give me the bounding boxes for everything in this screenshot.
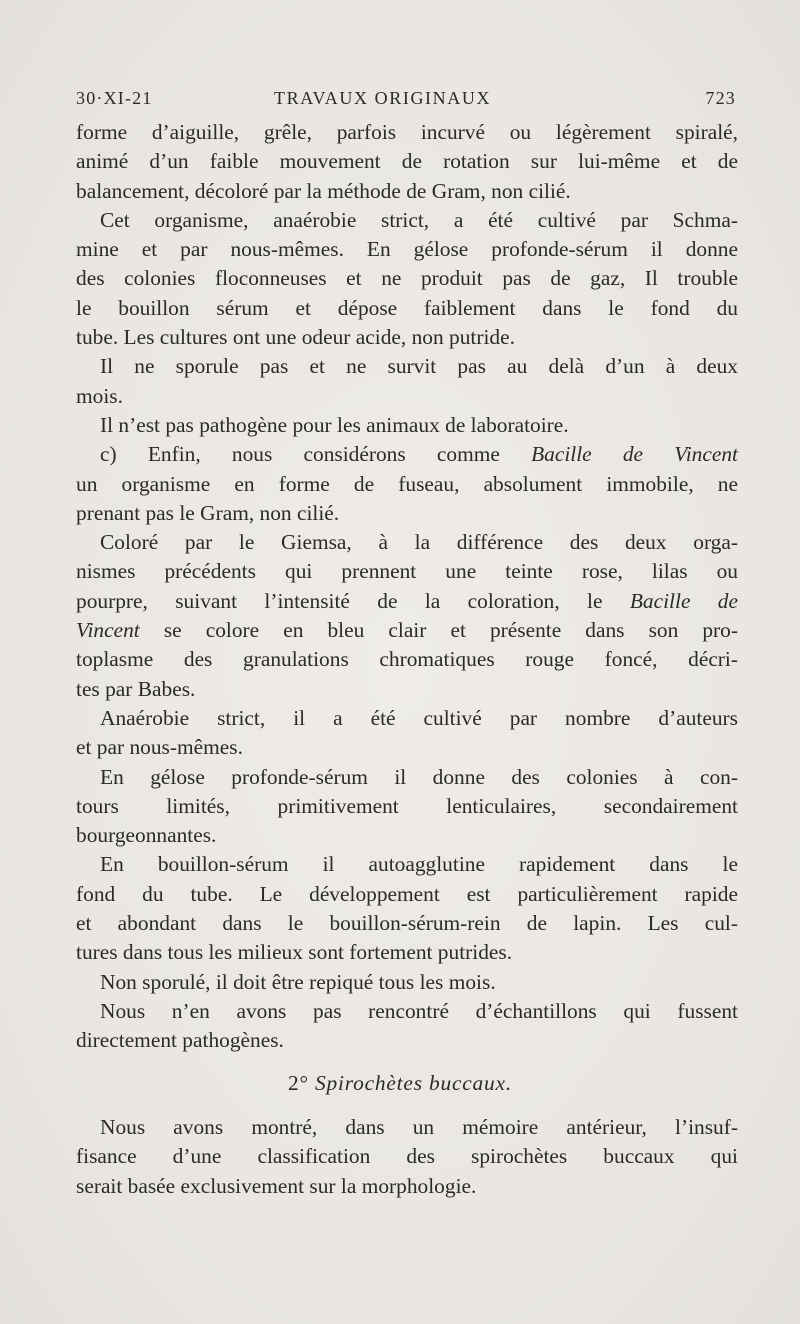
text-line: des colonies floconneuses et ne produit pas de gaz, Il trouble [76, 266, 738, 291]
text-line: Il n’est pas pathogène pour les animaux de laboratoire. [100, 412, 569, 437]
text-line: Nous n’en avons pas rencontré d’échantillons qui fussent [100, 998, 738, 1023]
text-line: et par nous-mêmes. [76, 735, 243, 760]
italic-term: Bacille de [629, 588, 738, 613]
text-line: mine et par nous-mêmes. En gélose profonde-sérum il donne [76, 237, 738, 262]
italic-term: Bacille de Vincent [531, 442, 738, 467]
header-date: 30·XI-21 [76, 88, 153, 108]
text-line: tes par Babes. [76, 676, 196, 701]
text-fragment: c) Enfin, nous considérons comme [100, 442, 532, 467]
text-fragment: pourpre, suivant l’intensité de la coloration, le [76, 588, 630, 613]
text-line: tube. Les cultures ont une odeur acide, non putride. [76, 325, 515, 350]
text-line: tures dans tous les milieux sont fortement putrides. [76, 940, 513, 965]
text-line: En gélose profonde-sérum il donne des colonies à con- [100, 764, 738, 789]
text-line: forme d’aiguille, grêle, parfois incurvé ou légèrement spiralé, [76, 120, 738, 144]
text-line: fisance d’une classification des spirochètes buccaux qui [76, 1144, 738, 1169]
text-line: serait basée exclusivement sur la morphologie. [76, 1173, 477, 1198]
section-number: 2° [288, 1071, 309, 1095]
page-number: 723 [705, 88, 736, 108]
text-line: prenant pas le Gram, non cilié. [76, 500, 340, 525]
text-line: et abondant dans le bouillon-sérum-rein de lapin. Les cul- [76, 911, 738, 936]
text-line: Coloré par le Giemsa, à la différence des deux orga- [100, 530, 738, 555]
text-line: Nous avons montré, dans un mémoire antérieur, l’insuf- [100, 1115, 738, 1139]
text-line: Il ne sporule pas et ne survit pas au delà d’un à deux [100, 354, 738, 379]
text-line: le bouillon sérum et dépose faiblement dans le fond du [76, 295, 738, 320]
running-header [76, 88, 736, 118]
text-line [76, 616, 738, 645]
section-heading [0, 1071, 800, 1096]
text-line: tours limités, primitivement lenticulaires, secondairement [76, 793, 738, 818]
body-text [76, 118, 738, 1056]
text-line: toplasme des granulations chromatiques rouge foncé, décri- [76, 647, 738, 672]
text-line: un organisme en forme de fuseau, absolument immobile, ne [76, 471, 738, 496]
text-line: En bouillon-sérum il autoagglutine rapidement dans le [100, 852, 738, 877]
section-title: Spirochètes buccaux. [315, 1071, 512, 1095]
text-line: nismes précédents qui prennent une teinte rose, lilas ou [76, 559, 738, 584]
text-line: Anaérobie strict, il a été cultivé par nombre d’auteurs [100, 705, 738, 730]
text-line: mois. [76, 383, 123, 408]
text-line: bourgeonnantes. [76, 823, 217, 848]
text-line: directement pathogènes. [76, 1028, 284, 1053]
body-text-continued [76, 1113, 738, 1201]
text-line: balancement, décoloré par la méthode de Gram, non cilié. [76, 178, 571, 203]
text-line [76, 587, 738, 616]
text-line [76, 440, 738, 469]
text-fragment: se colore en bleu clair et présente dans son pro- [139, 618, 738, 643]
text-line: animé d’un faible mouvement de rotation sur lui-même et de [76, 149, 738, 174]
header-title: TRAVAUX ORIGINAUX [274, 88, 492, 108]
italic-term: Vincent [76, 618, 140, 643]
text-line: Non sporulé, il doit être repiqué tous les mois. [100, 969, 496, 994]
text-line: fond du tube. Le développement est particulièrement rapide [76, 881, 738, 906]
text-line: Cet organisme, anaérobie strict, a été cultivé par Schma- [100, 207, 738, 232]
